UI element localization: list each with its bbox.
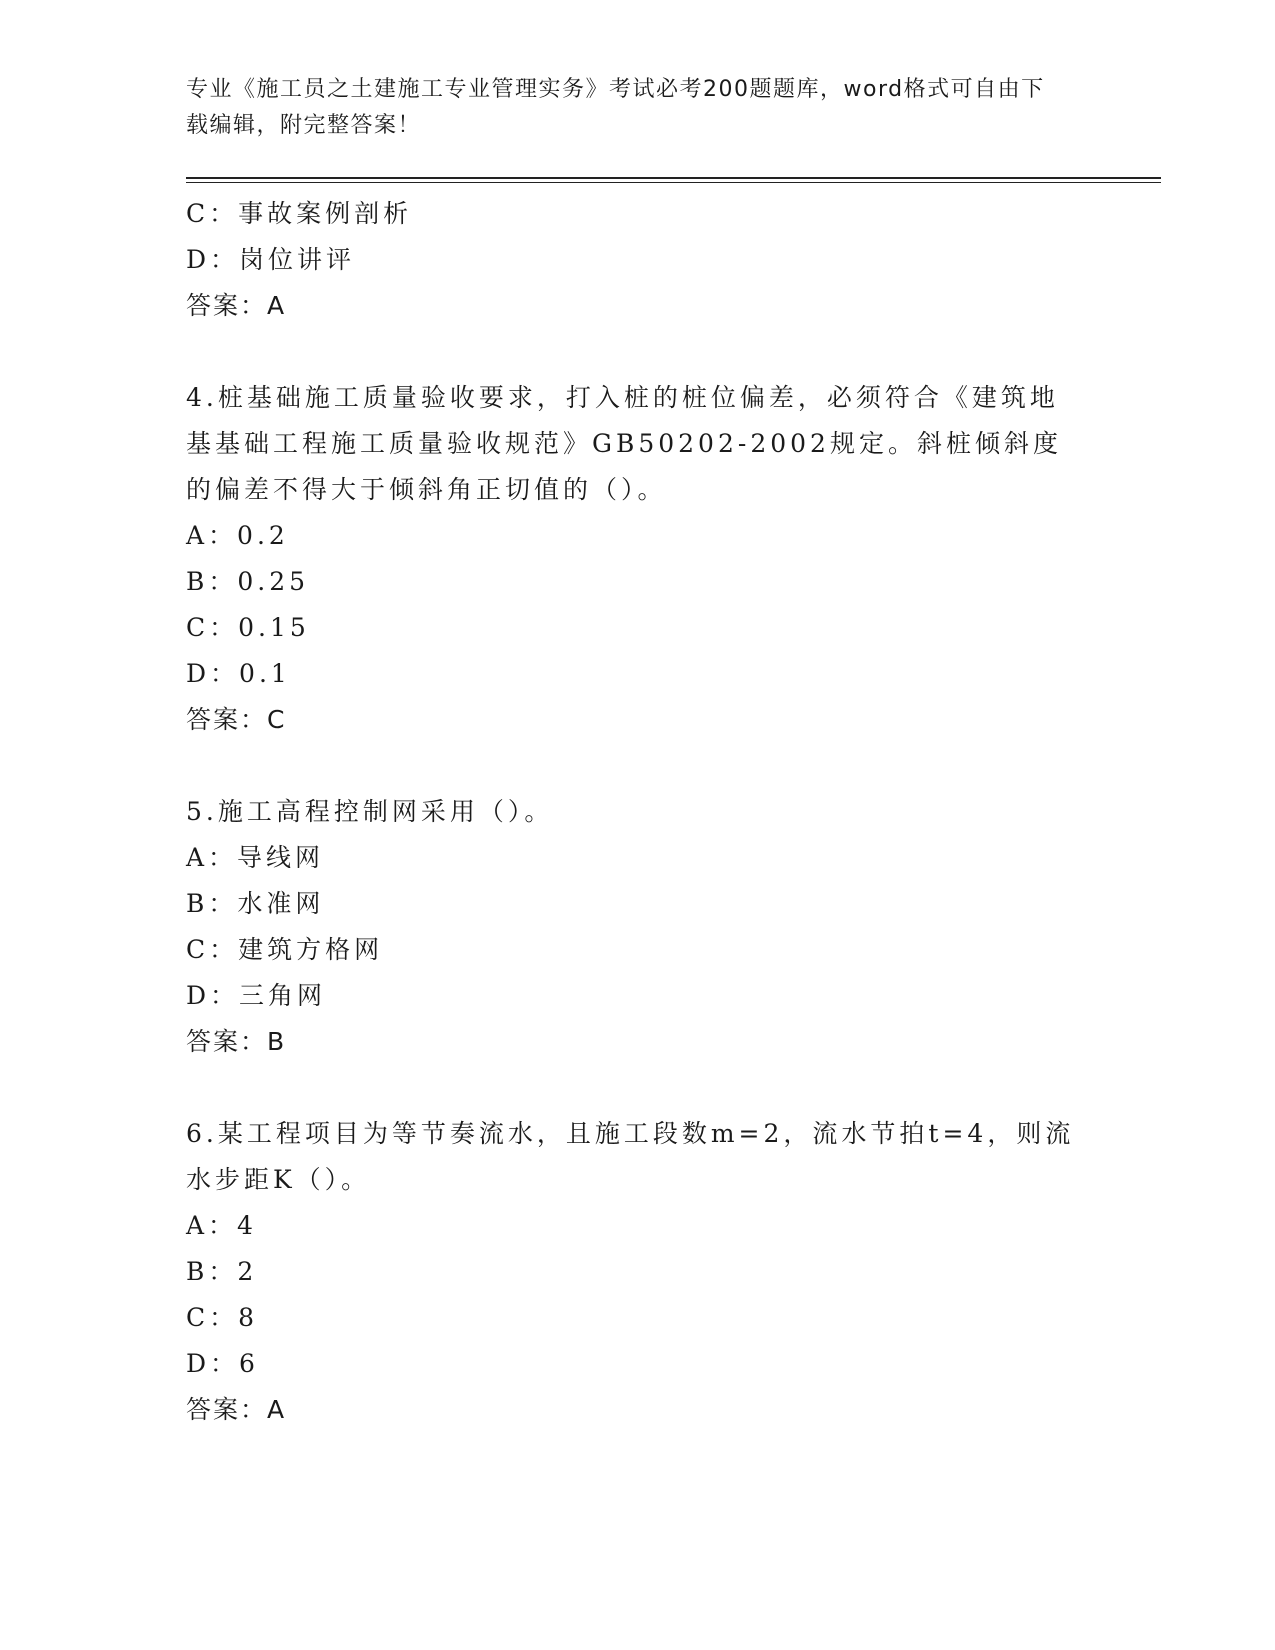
answer: 答案：A (186, 291, 287, 320)
option-d: D：三角网 (186, 981, 327, 1010)
option-b: B：0.25 (186, 567, 310, 596)
option-b: B：2 (186, 1257, 258, 1286)
option-a: A：0.2 (186, 521, 289, 550)
question-6 (186, 1111, 1076, 1433)
option-d: D：岗位讲评 (186, 245, 356, 274)
question-stem: 4.桩基础施工质量验收要求，打入桩的桩位偏差，必须符合《建筑地基基础工程施工质量验收规范》GB50202-2002规定。斜桩倾斜度的偏差不得大于倾斜角正切值的（）。 (186, 383, 1062, 504)
option-c: C：建筑方格网 (186, 935, 384, 964)
header-rule-thin (186, 182, 1161, 183)
option-a: A：4 (186, 1211, 257, 1240)
answer: 答案：B (186, 1027, 287, 1056)
question-stem: 5.施工高程控制网采用（）。 (186, 797, 554, 826)
continued-question (186, 191, 1076, 329)
option-d: D：6 (186, 1349, 259, 1378)
document-header: 专业《施工员之土建施工专业管理实务》考试必考200题题库，word格式可自由下载编辑，附完整答案！ (186, 77, 1045, 138)
option-c: C：0.15 (186, 613, 310, 642)
document-content (186, 191, 1076, 1433)
header-rule (186, 177, 1161, 179)
answer: 答案：A (186, 1395, 287, 1424)
answer: 答案：C (186, 705, 287, 734)
option-a: A：导线网 (186, 843, 325, 872)
question-stem: 6.某工程项目为等节奏流水，且施工段数m=2，流水节拍t=4，则流水步距K（）。 (186, 1119, 1075, 1194)
option-d: D：0.1 (186, 659, 291, 688)
question-4 (186, 375, 1076, 743)
option-b: B：水准网 (186, 889, 325, 918)
option-c: C：事故案例剖析 (186, 199, 413, 228)
question-5 (186, 789, 1076, 1065)
option-c: C：8 (186, 1303, 259, 1332)
